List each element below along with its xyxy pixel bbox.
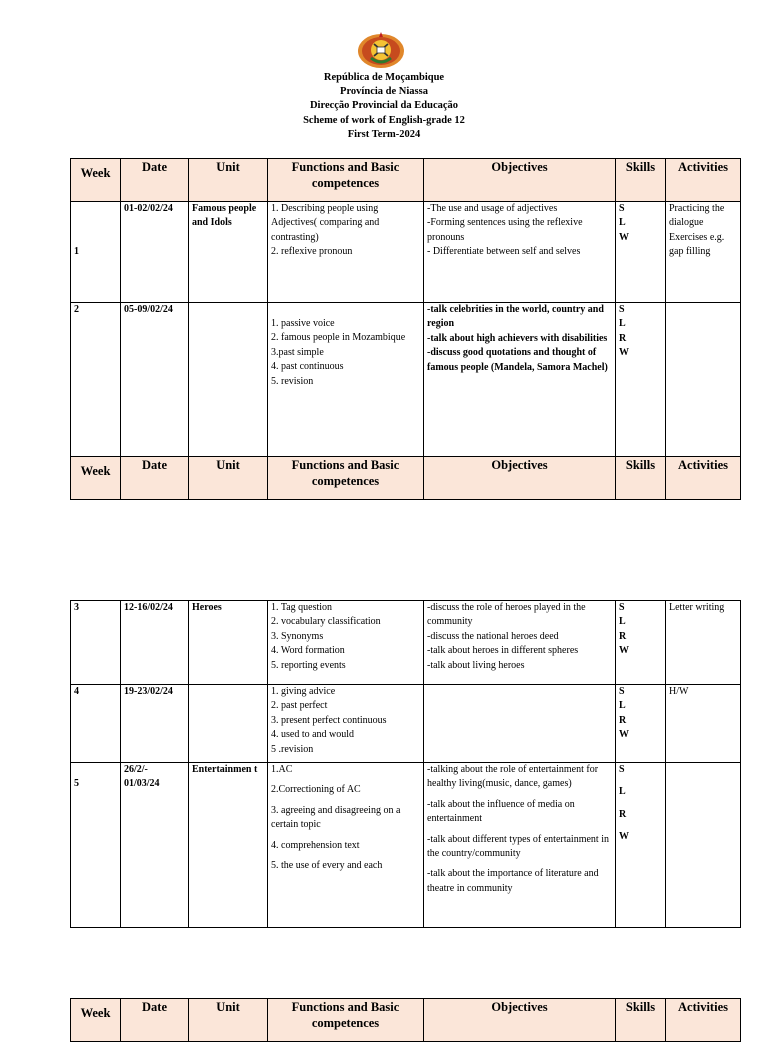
function-item: 2.Correctioning of AC	[271, 784, 361, 796]
objectives-cell	[424, 763, 616, 928]
col-header-functions: Functions and Basic competences	[268, 457, 424, 500]
objective-item: -talk about the influence of media on entertainment	[427, 798, 575, 825]
skill-letter: L	[619, 217, 626, 229]
skill-letter: R	[619, 332, 627, 344]
objective-item: -talk about the importance of literature and theatre in community	[427, 868, 599, 894]
activities-cell: Letter writing	[666, 601, 741, 685]
skill-letter: S	[619, 203, 625, 214]
objective-item: -talk about different types of entertainment in the country/community	[427, 833, 609, 860]
unit-cell	[189, 303, 268, 457]
skills-cell	[616, 601, 666, 685]
col-header-functions: Functions and Basic competences	[268, 999, 424, 1042]
col-header-week: Week	[71, 457, 121, 500]
col-header-objectives: Objectives	[424, 999, 616, 1042]
skills-cell	[616, 303, 666, 457]
objective-item: -The use and usage of adjectives	[427, 203, 558, 214]
skill-letter: L	[619, 786, 626, 798]
table-header-row	[71, 159, 741, 202]
function-item: 1. passive voice	[271, 318, 335, 329]
unit-cell	[189, 685, 268, 763]
function-item: 1.AC	[271, 764, 293, 775]
skill-letter: L	[619, 616, 626, 628]
skill-letter: L	[619, 700, 626, 712]
objectives-cell	[424, 685, 616, 763]
week-cell: 1	[71, 202, 121, 303]
objective-item: -talk about heroes in different spheres	[427, 645, 579, 657]
col-header-date: Date	[121, 999, 189, 1042]
col-header-activities: Activities	[666, 999, 741, 1042]
functions-cell	[268, 601, 424, 685]
col-header-skills: Skills	[616, 999, 666, 1042]
col-header-date: Date	[121, 457, 189, 500]
function-item: 3. present perfect continuous	[271, 714, 387, 726]
function-item: 4. past continuous	[271, 361, 344, 373]
function-item: 4. used to and would	[271, 729, 355, 741]
objective-item: -discuss the role of heroes played in the community	[427, 602, 586, 628]
objective-item: -talk about high achievers with disabilities	[427, 332, 608, 344]
unit-cell: Heroes	[189, 601, 268, 685]
function-item: 3.past simple	[271, 346, 324, 358]
unit-cell: Famous people and Idols	[189, 202, 268, 303]
skill-letter: R	[619, 714, 627, 726]
skill-letter: W	[619, 231, 629, 243]
activities-cell	[666, 303, 741, 457]
col-header-activities: Activities	[666, 457, 741, 500]
function-item: 3. Synonyms	[271, 630, 324, 642]
date-cell: 26/2/- 01/03/24	[121, 763, 189, 928]
activities-cell	[666, 763, 741, 928]
skill-letter: W	[619, 729, 629, 741]
week-cell: 3	[71, 601, 121, 685]
table-row	[71, 303, 741, 457]
function-item: 5. reporting events	[271, 659, 346, 671]
col-header-objectives: Objectives	[424, 159, 616, 202]
skill-letter: R	[619, 630, 627, 642]
header-line: First Term-2024	[347, 128, 421, 140]
col-header-unit: Unit	[189, 999, 268, 1042]
header-line: Scheme of work of English-grade 12	[303, 114, 465, 126]
function-item: 5. the use of every and each	[271, 860, 383, 872]
function-item: 1. giving advice	[271, 686, 336, 697]
skill-letter: W	[619, 831, 629, 843]
date-cell: 19-23/02/24	[121, 685, 189, 763]
function-item: 1. Tag question	[271, 602, 333, 613]
week-cell: 4	[71, 685, 121, 763]
table-header-row	[71, 999, 741, 1042]
mozambique-emblem-icon	[355, 30, 407, 70]
scheme-table-3	[70, 998, 741, 1042]
col-header-skills: Skills	[616, 159, 666, 202]
table-row	[71, 202, 741, 303]
scheme-table-1	[70, 158, 741, 500]
table-row	[71, 601, 741, 685]
col-header-unit: Unit	[189, 159, 268, 202]
skill-letter: R	[619, 808, 627, 820]
skills-cell	[616, 685, 666, 763]
objectives-cell	[424, 202, 616, 303]
col-header-objectives: Objectives	[424, 457, 616, 500]
function-item: 4. Word formation	[271, 645, 345, 657]
objectives-cell	[424, 601, 616, 685]
activities-cell: H/W	[666, 685, 741, 763]
table-row	[71, 685, 741, 763]
functions-cell	[268, 763, 424, 928]
header-line: Província de Niassa	[340, 86, 428, 98]
functions-cell	[268, 202, 424, 303]
function-item: 1. Describing people using Adjectives( comparing and contrasting)	[271, 203, 380, 243]
skill-letter: W	[619, 645, 629, 657]
table-row	[71, 763, 741, 928]
col-header-functions: Functions and Basic competences	[268, 159, 424, 202]
date-cell: 01-02/02/24	[121, 202, 189, 303]
document-header	[0, 71, 768, 142]
table-header-row	[71, 457, 741, 500]
objective-item: -Forming sentences using the reflexive pronouns	[427, 217, 583, 243]
date-cell: 05-09/02/24	[121, 303, 189, 457]
objectives-cell	[424, 303, 616, 457]
function-item: 3. agreeing and disagreeing on a certain topic	[271, 804, 401, 831]
function-item: 2. vocabulary classification	[271, 616, 381, 628]
col-header-skills: Skills	[616, 457, 666, 500]
objective-item: - Differentiate between self and selves	[427, 246, 581, 258]
objective-item: -discuss good quotations and thought of famous people (Mandela, Samora Machel)	[427, 347, 608, 373]
function-item: 2. famous people in Mozambique	[271, 332, 406, 344]
function-item: 2. reflexive pronoun	[271, 246, 353, 258]
skill-letter: S	[619, 764, 625, 775]
function-item: 2. past perfect	[271, 700, 328, 712]
objective-item: -talk celebrities in the world, country and region	[427, 304, 604, 330]
objective-item: -talk about living heroes	[427, 659, 525, 671]
function-item: 4. comprehension text	[271, 839, 360, 851]
date-cell: 12-16/02/24	[121, 601, 189, 685]
skill-letter: W	[619, 347, 629, 359]
col-header-unit: Unit	[189, 457, 268, 500]
skill-letter: L	[619, 318, 626, 330]
week-cell: 2	[71, 303, 121, 457]
skill-letter: S	[619, 602, 625, 613]
week-cell: 5	[71, 763, 121, 928]
activities-cell: Practicing the dialogue Exercises e.g. gap filling	[666, 202, 741, 303]
skills-cell	[616, 202, 666, 303]
col-header-activities: Activities	[666, 159, 741, 202]
objective-item: -talking about the role of entertainment for healthy living(music, dance, games)	[427, 764, 599, 790]
function-item: 5. revision	[271, 375, 314, 387]
col-header-week: Week	[71, 159, 121, 202]
header-line: República de Moçambique	[323, 72, 445, 83]
scheme-table-2	[70, 600, 741, 928]
skills-cell	[616, 763, 666, 928]
header-line: Direcção Provincial da Educação	[309, 100, 459, 112]
col-header-week: Week	[71, 999, 121, 1042]
functions-cell	[268, 685, 424, 763]
skill-letter: S	[619, 304, 625, 315]
objective-item: -discuss the national heroes deed	[427, 630, 559, 642]
skill-letter: S	[619, 686, 625, 697]
function-item: 5 .revision	[271, 743, 314, 755]
functions-cell	[268, 303, 424, 457]
col-header-date: Date	[121, 159, 189, 202]
unit-cell: Entertainmen t	[189, 763, 268, 928]
